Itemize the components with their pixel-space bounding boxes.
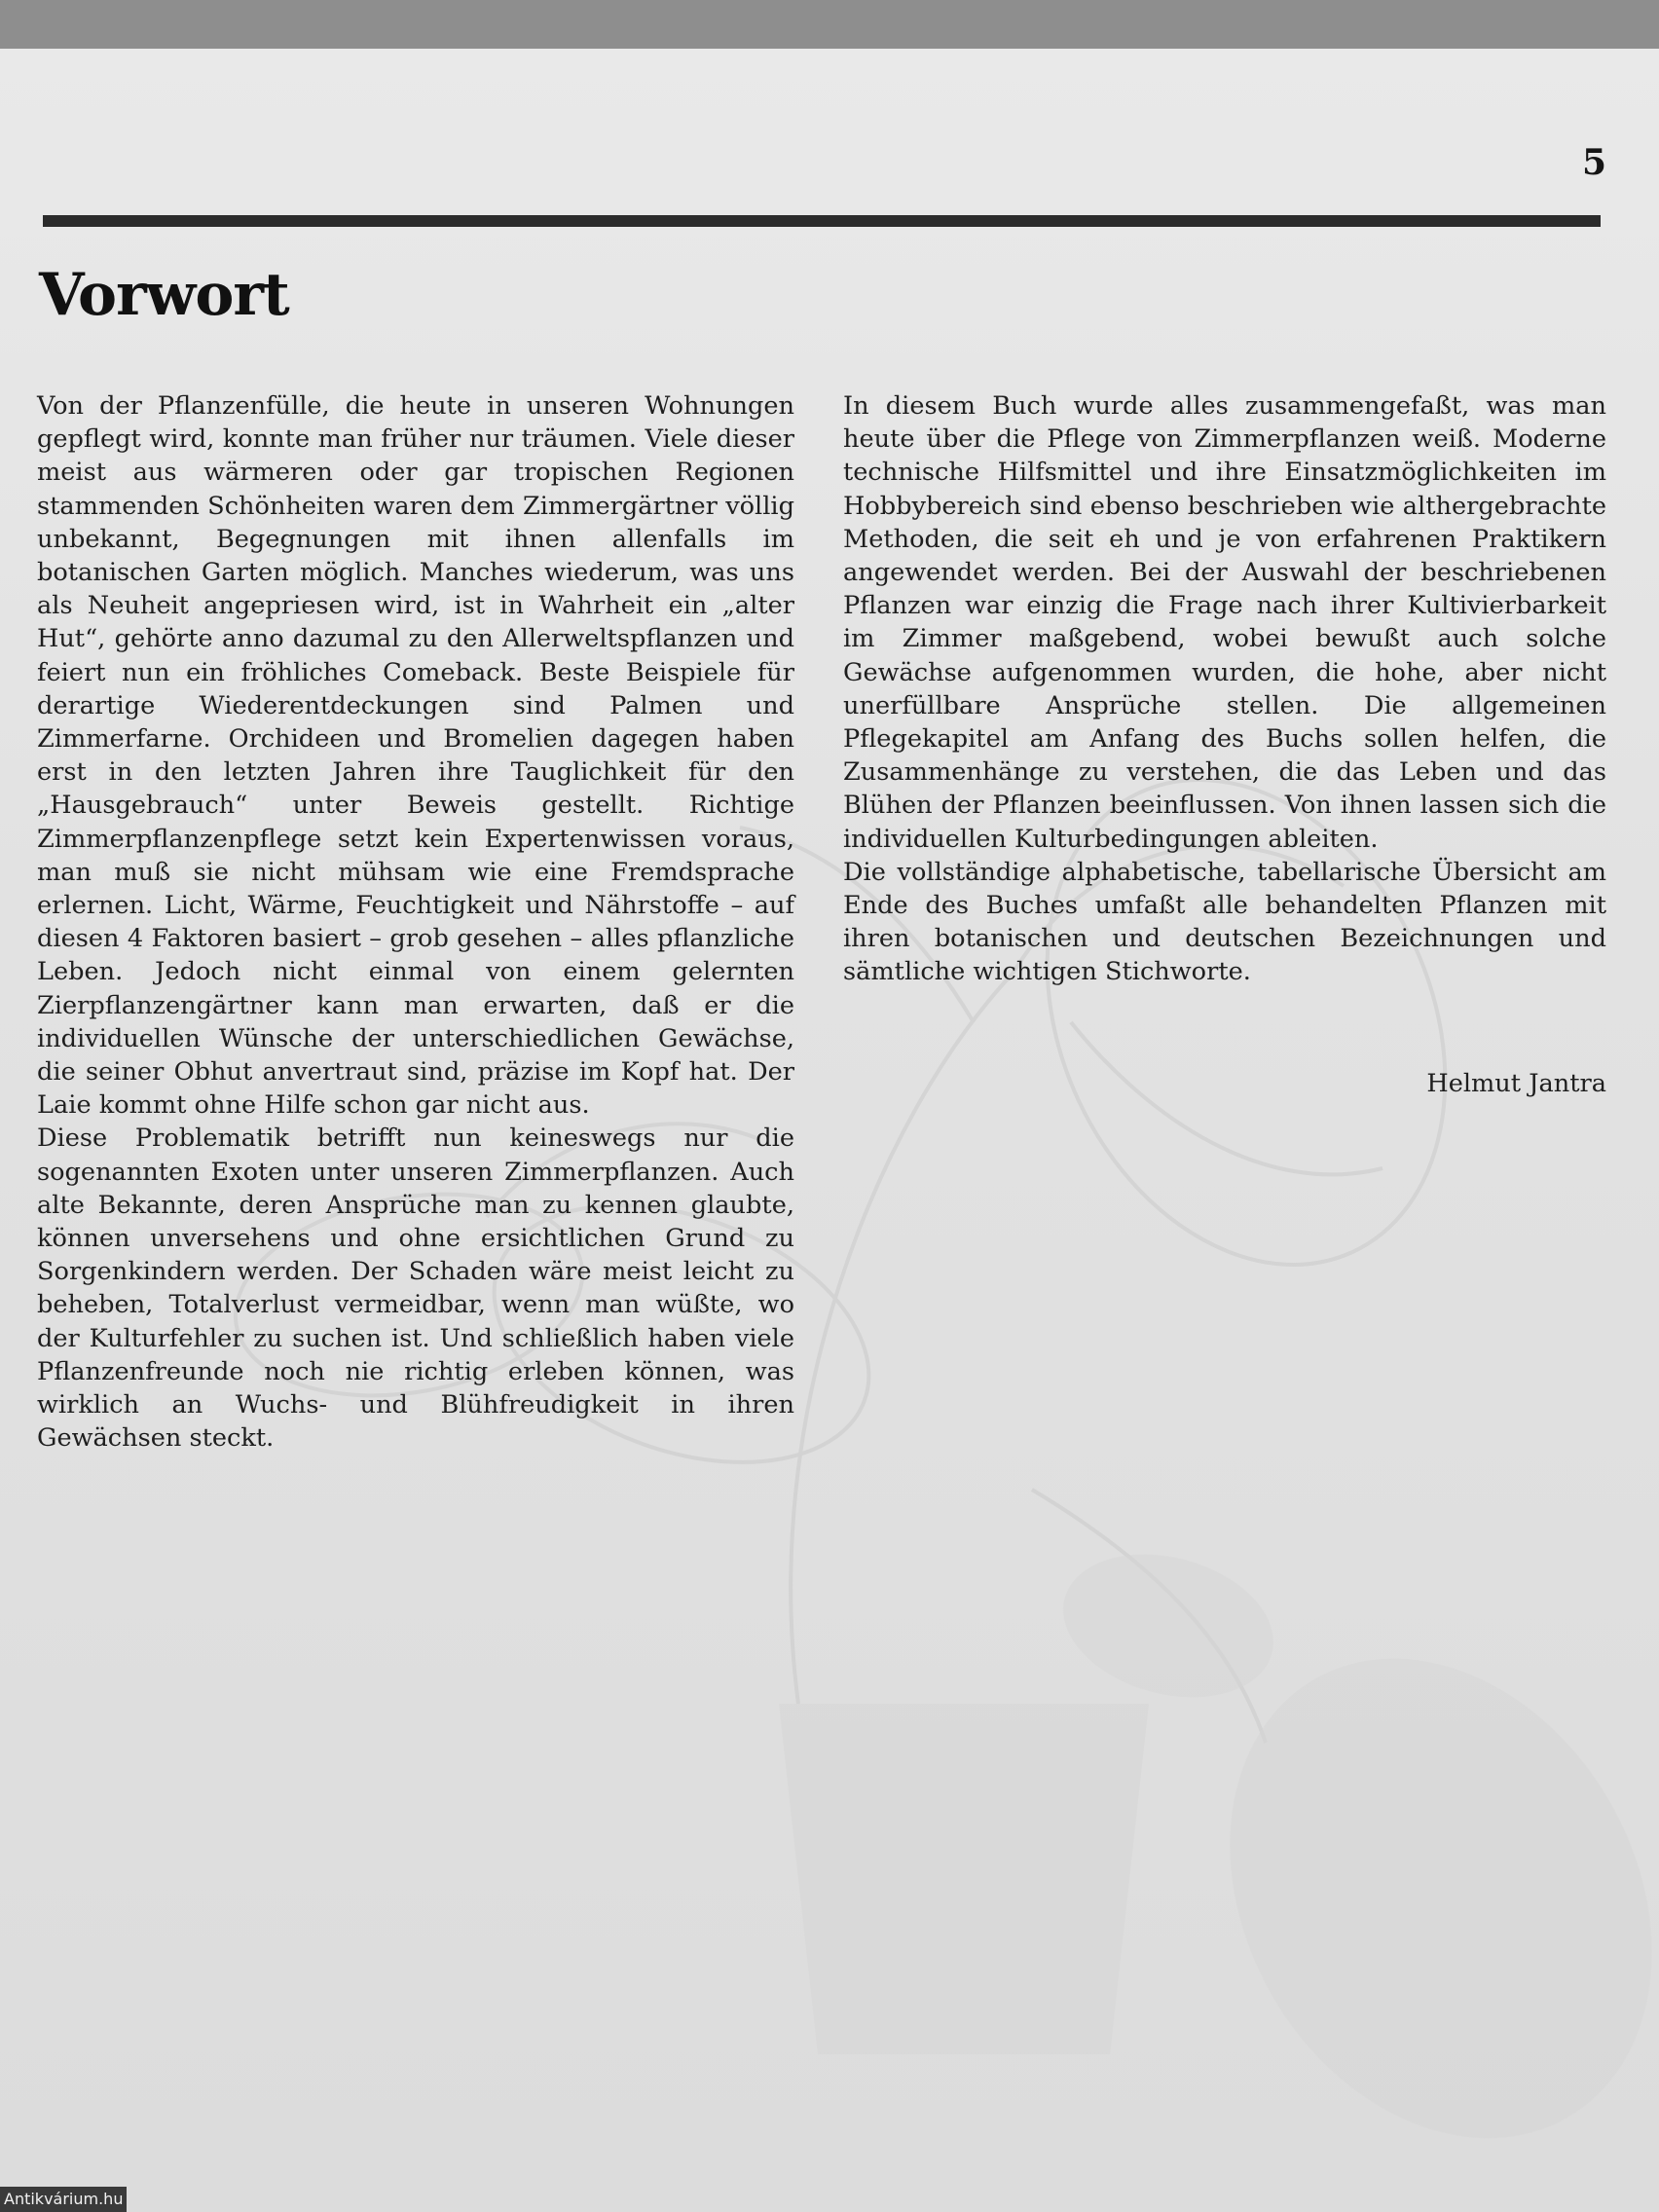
paragraph: In diesem Buch wurde alles zusammengefaßt, was man heute über die Pflege von Zimmerpflanzen weiß. Moderne technische Hilfsmittel und ihre Einsatzmöglichkeiten im Hobbybereich sind ebenso beschrieben wie althergebrachte Methoden, die seit eh und je von erfahrenen Praktikern angewendet werden. Bei der Auswahl der beschriebenen Pflanzen war einzig die Frage nach ihrer Kultivierbarkeit im Zimmer maßgebend, wobei bewußt auch solche Gewächse aufgenommen wurden, die hohe, aber nicht unerfüllbare Ansprüche stellen. Die allgemeinen Pflegekapitel am Anfang des Buchs sollen helfen, die Zusammenhänge zu verstehen, die das Leben und das Blühen der Pflanzen beeinflussen. Von ihnen lassen sich die individuellen Kulturbedingungen ableiten. [843, 391, 1606, 854]
paragraph: Die vollständige alphabetische, tabellarische Übersicht am Ende des Buches umfaßt alle behandelten Pflanzen mit ihren botanischen und deutschen Bezeichnungen und sämtliche wichtigen Stichworte. [843, 857, 1606, 987]
page-title: Vorwort [39, 261, 289, 329]
right-text-column [843, 389, 1606, 989]
paragraph: Von der Pflanzenfülle, die heute in unseren Wohnungen gepflegt wird, konnte man früher nur träumen. Viele dieser meist aus wärmeren oder gar tropischen Regionen stammenden Schönheiten waren dem Zimmergärtner völlig unbekannt, Begegnungen mit ihnen allenfalls im botanischen Garten möglich. Manches wiederum, was uns als Neuheit angepriesen wird, ist in Wahrheit ein „alter Hut“, gehörte anno dazumal zu den Allerweltspflanzen und feiert nun ein fröhliches Comeback. Beste Beispiele für derartige Wiederentdeckungen sind Palmen und Zimmerfarne. Orchideen und Bromelien dagegen haben erst in den letzten Jahren ihre Tauglichkeit für den „Hausgebrauch“ unter Beweis gestellt. Richtige Zimmerpflanzenpflege setzt kein Expertenwissen voraus, man muß sie nicht mühsam wie eine Fremdsprache erlernen. Licht, Wärme, Feuchtigkeit und Nährstoffe – auf diesen 4 Faktoren basiert – grob gesehen – alles pflanzliche Leben. Jedoch nicht einmal von einem gelernten Zierpflanzengärtner kann man erwarten, daß er die individuellen Wünsche der unterschiedlichen Gewächse, die seiner Obhut anvertraut sind, präzise im Kopf hat. Der Laie kommt ohne Hilfe schon gar nicht aus. [37, 391, 794, 1121]
book-page [0, 49, 1659, 2212]
left-text-column [37, 389, 794, 1456]
page-number: 5 [1581, 142, 1606, 183]
paragraph: Diese Problematik betrifft nun keineswegs nur die sogenannten Exoten unter unseren Zimmerpflanzen. Auch alte Bekannte, deren Ansprüche man zu kennen glaubte, können unversehens und ohne ersichtlichen Grund zu Sorgenkindern werden. Der Schaden wäre meist leicht zu beheben, Totalverlust vermeidbar, wenn man wüßte, wo der Kulturfehler zu suchen ist. Und schließlich haben viele Pflanzenfreunde noch nie richtig erleben können, was wirklich an Wuchs- und Blühfreudigkeit in ihren Gewächsen steckt. [37, 1124, 794, 1454]
author-signature: Helmut Jantra [1426, 1069, 1606, 1098]
header-rule [43, 215, 1601, 227]
source-watermark-text: Antikvárium.hu [0, 2187, 127, 2212]
